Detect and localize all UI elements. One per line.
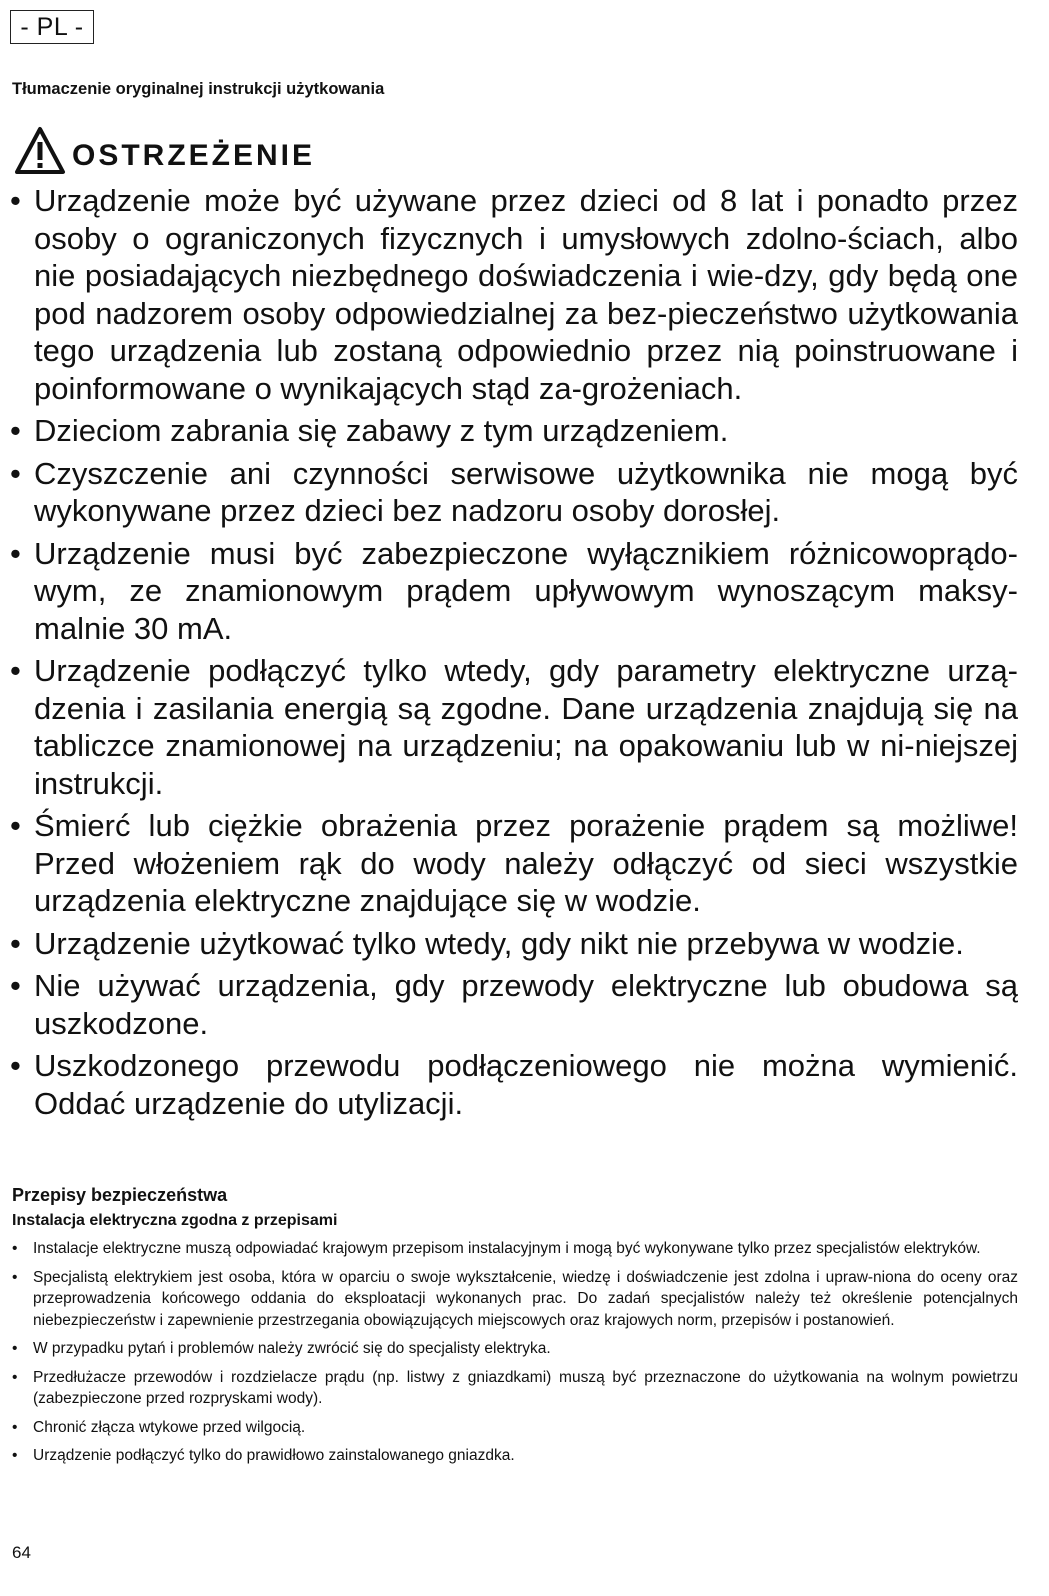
warning-item (10, 925, 1018, 963)
bullet-icon: • (10, 413, 21, 448)
warning-item (10, 535, 1018, 648)
safety-item (12, 1417, 1018, 1439)
document-title: Tłumaczenie oryginalnej instrukcji użytkowania (12, 80, 385, 98)
warning-title: OSTRZEŻENIE (72, 139, 316, 172)
warning-item (10, 1047, 1018, 1122)
warning-item-text: Dzieciom zabrania się zabawy z tym urządzeniem. (34, 413, 729, 448)
bullet-icon: • (12, 1240, 18, 1257)
bullet-icon: • (10, 968, 21, 1003)
safety-list (12, 1238, 1018, 1474)
bullet-icon: • (12, 1418, 18, 1436)
bullet-icon: • (10, 455, 21, 491)
warning-item (10, 807, 1018, 920)
warning-triangle-icon (14, 126, 66, 176)
warning-header (14, 120, 315, 176)
warning-item (10, 455, 1018, 530)
safety-item-text: W przypadku pytań i problemów należy zwrócić się do specjalisty elektryka. (33, 1340, 551, 1357)
page-number: 64 (12, 1543, 31, 1562)
bullet-icon: • (12, 1268, 18, 1286)
warning-item-text: Śmierć lub ciężkie obrażenia przez porażenie prądem są możliwe! Przed włożeniem rąk do wody należy odłączyć od sieci wszystkie urządzenia elektryczne znajdujące się w wodzie. (34, 808, 1018, 918)
bullet-icon: • (12, 1447, 18, 1464)
bullet-icon: • (10, 183, 21, 218)
warning-item-text: Nie używać urządzenia, gdy przewody elektryczne lub obudowa są uszkodzone. (34, 968, 1018, 1041)
language-tag: - PL - (10, 10, 94, 44)
warning-item (10, 182, 1018, 407)
bullet-icon: • (12, 1340, 18, 1357)
safety-item (12, 1338, 1018, 1360)
warning-item-text: Uszkodzonego przewodu podłączeniowego nie można wymienić. Oddać urządzenie do utylizacji. (34, 1048, 1018, 1121)
safety-item-text: Instalacje elektryczne muszą odpowiadać krajowym przepisom instalacyjnym i mogą być wykonywane tylko przez specjalistów elektryków. (33, 1240, 981, 1257)
warning-item (10, 652, 1018, 802)
safety-item (12, 1238, 1018, 1260)
safety-item-text: Chronić złącza wtykowe przed wilgocią. (33, 1418, 306, 1436)
bullet-icon: • (10, 808, 21, 843)
safety-subheading: Instalacja elektryczna zgodna z przepisami (12, 1212, 338, 1229)
safety-heading: Przepisy bezpieczeństwa (12, 1185, 228, 1205)
safety-item-text: Urządzenie podłączyć tylko do prawidłowo zainstalowanego gniazdka. (33, 1447, 515, 1464)
bullet-icon: • (10, 535, 21, 571)
warning-item-text: Urządzenie musi być zabezpieczone wyłącznikiem różnicowoprądo-wym, ze znamionowym prądem upływowym wynoszącym maksy-malnie 30 mA. (34, 535, 1018, 646)
safety-item (12, 1267, 1018, 1332)
bullet-icon: • (10, 653, 21, 688)
warning-item-text: Czyszczenie ani czynności serwisowe użytkownika nie mogą być wykonywane przez dzieci bez nadzoru osoby dorosłej. (34, 455, 1018, 528)
bullet-icon: • (12, 1368, 18, 1386)
bullet-icon: • (10, 925, 21, 961)
safety-item-text: Specjalistą elektrykiem jest osoba, która w oparciu o swoje wykształcenie, wiedzę i doświadczenie jest zdolna i upraw-niona do oceny oraz przeprowadzenia końcowego oddania do eksploatacji wykonanych prac. Do zadań specjalistów należy też określenie potencjalnych niebezpieczeństw i zapewnienie przestrzegania obowiązujących miejscowych oraz krajowych norm, przepisów i postanowień. (33, 1268, 1018, 1329)
safety-item (12, 1445, 1018, 1467)
warning-item-text: Urządzenie podłączyć tylko wtedy, gdy parametry elektryczne urzą-dzenia i zasilania energią są zgodne. Dane urządzenia znajdują się na tabliczce znamionowej na urządzeniu; na opakowaniu lub w ni-niejszej instrukcji. (34, 653, 1018, 801)
warning-item (10, 412, 1018, 450)
warning-list (10, 182, 1018, 1127)
warning-item-text: Urządzenie może być używane przez dzieci od 8 lat i ponadto przez osoby o ograniczonych fizycznych i umysłowych zdolno-ściach, albo nie posiadających niezbędnego doświadczenia i wie-dzy, gdy będą one pod nadzorem osoby odpowiedzialnej za bez-pieczeństwo użytkowania tego urządzenia lub zostaną odpowiednio przez nią poinstruowane i poinformowane o wynikających stąd za-grożeniach. (34, 183, 1018, 406)
bullet-icon: • (10, 1048, 21, 1083)
warning-item-text: Urządzenie użytkować tylko wtedy, gdy nikt nie przebywa w wodzie. (34, 925, 964, 961)
safety-item (12, 1367, 1018, 1410)
safety-item-text: Przedłużacze przewodów i rozdzielacze prądu (np. listwy z gniazdkami) muszą być przeznaczone do użytkowania na wolnym powietrzu (zabezpieczone przed rozpryskami wody). (33, 1368, 1018, 1407)
warning-item (10, 967, 1018, 1042)
